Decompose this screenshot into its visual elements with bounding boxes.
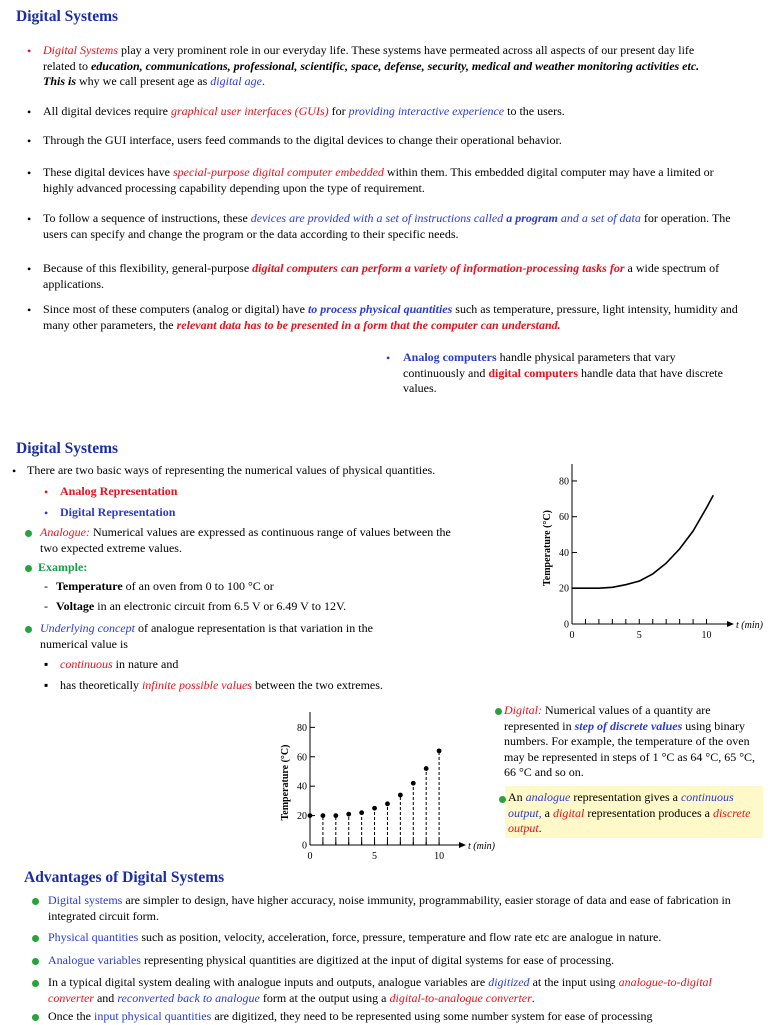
data-point — [308, 813, 313, 818]
digital-definition: Digital: Numerical values of a quantity are represented in step of discrete values using binary numbers. For example, the temperature of the oven may be represented in steps of 1 °C as 64 °C, 65 °C, 66 °C and so on. — [504, 703, 756, 779]
bullet-dot — [495, 708, 502, 715]
y-tick-label: 80 — [297, 722, 307, 734]
bullet: ▪ — [44, 678, 49, 692]
slide1-bullet-5: To follow a sequence of instructions, these devices are provided with a set of instructions called a program and a set of data for operation. The users can specify and change the program or the data according to their specific needs. — [43, 211, 731, 241]
digital-temperature-chart — [270, 704, 502, 864]
data-point — [359, 810, 364, 815]
y-tick-label: 0 — [302, 840, 307, 852]
x-tick-label: 0 — [307, 851, 313, 862]
advantage-3: Analogue variables representing physical quantities are digitized at the input of digital systems for ease of processing. — [48, 953, 615, 967]
bullet: • — [386, 351, 391, 365]
y-tick-label: 20 — [559, 583, 569, 595]
bullet: • — [27, 166, 32, 180]
bullet: ▪ — [44, 657, 49, 671]
bullet-dot — [25, 626, 32, 633]
x-tick-label: 10 — [701, 630, 712, 641]
advantage-4: In a typical digital system dealing with analogue inputs and outputs, analogue variables are digitized at the input using analogue-to-digital converter and reconverted back to analogue form at the output using a digital-to-analogue converter. — [48, 975, 712, 1005]
data-point — [411, 781, 416, 786]
bullet-dot — [32, 958, 39, 965]
concept-infinite: has theoretically infinite possible values between the two extremes. — [60, 678, 383, 692]
y-tick-label: 60 — [297, 752, 307, 764]
bullet-dot — [32, 980, 39, 987]
data-point — [424, 766, 429, 771]
x-tick-label: 5 — [636, 630, 642, 641]
analog-temperature-chart — [536, 452, 768, 652]
bullet: • — [27, 262, 32, 276]
data-point — [346, 812, 351, 817]
slide1-bullet-6: Because of this flexibility, general-purpose digital computers can perform a variety of information-processing tasks for a wide spectrum of applications. — [43, 261, 720, 291]
advantage-1: Digital systems are simpler to design, have higher accuracy, noise immunity, programmability, easier storage of data and ease of fabrication in integrated circuit form. — [48, 893, 731, 923]
bullet-dot — [32, 935, 39, 942]
underlying-concept: Underlying concept of analogue representation is that variation in the numerical value is — [40, 621, 373, 651]
y-tick-label: 80 — [559, 476, 569, 488]
digital-representation-label: Digital Representation — [60, 505, 176, 519]
data-point — [398, 793, 403, 798]
slide3-title: Advantages of Digital Systems — [24, 869, 225, 886]
data-point — [321, 813, 326, 818]
x-tick-label: 10 — [434, 851, 445, 862]
bullet-dot — [499, 796, 506, 803]
y-tick-label: 60 — [559, 512, 569, 524]
data-point — [385, 801, 390, 806]
y-tick-label: 20 — [297, 811, 307, 823]
bullet: • — [44, 485, 49, 499]
x-axis-label: t (min) — [736, 620, 763, 631]
data-point — [333, 813, 338, 818]
y-tick-label: 40 — [559, 547, 569, 559]
slide1-bullet-3: Through the GUI interface, users feed commands to the digital devices to change their operational behavior. — [43, 133, 562, 147]
slide2-intro: There are two basic ways of representing the numerical values of physical quantities. — [27, 463, 436, 477]
bullet: • — [27, 44, 32, 58]
bullet: • — [27, 105, 32, 119]
data-point — [372, 806, 377, 811]
slide1-bullet-8: Analog computers handle physical parameters that vary continuously and digital computers handle data that have discrete values. — [403, 350, 723, 395]
x-axis-label: t (min) — [468, 841, 495, 852]
advantage-2: Physical quantities such as position, velocity, acceleration, force, pressure, temperature and flow rate etc are analogue in nature. — [48, 930, 662, 944]
bullet-dot — [32, 898, 39, 905]
bullet-dot — [25, 530, 32, 537]
bullet: • — [12, 464, 17, 478]
data-point — [437, 748, 442, 753]
slide1-bullet-2: All digital devices require graphical user interfaces (GUIs) for providing interactive experience to the users. — [43, 104, 565, 118]
y-tick-label: 0 — [564, 619, 569, 631]
y-axis-label: Temperature (°C) — [280, 744, 291, 821]
y-axis-label: Temperature (°C) — [542, 510, 553, 586]
analog-representation-label: Analog Representation — [60, 484, 178, 498]
analogue-definition: Analogue: Numerical values are expressed as continuous range of values between the two expected extreme values. — [40, 525, 451, 555]
bullet: • — [27, 303, 32, 317]
x-axis-arrow — [727, 621, 734, 627]
slide1-title: Digital Systems — [16, 8, 119, 25]
slide1-bullet-7: Since most of these computers (analog or digital) have to process physical quantities such as temperature, pressure, light intensity, humidity and many other parameters, the relevant data has to be presented in a form that the computer can understand. — [43, 302, 738, 332]
example-voltage: Voltage in an electronic circuit from 6.5 V or 6.49 V to 12V. — [56, 599, 347, 613]
example-dash: - — [44, 599, 48, 613]
bullet: • — [27, 212, 32, 226]
comparison-text: An analogue representation gives a continuous output, a digital representation produces a discrete output. — [508, 790, 751, 835]
bullet-dot — [32, 1014, 39, 1021]
bullet: • — [27, 134, 32, 148]
example-temperature: Temperature of an oven from 0 to 100 °C or — [56, 579, 274, 593]
advantage-5: Once the input physical quantities are digitized, they need to be represented using some number system for ease of processing — [48, 1009, 653, 1023]
slide2-title: Digital Systems — [16, 440, 119, 457]
series-line — [572, 495, 713, 588]
concept-continuous: continuous in nature and — [60, 657, 179, 671]
slide1-bullet-1: Digital Systems play a very prominent role in our everyday life. These systems have permeated across all aspects of our present day life related to education, communications, professional, scientific, space, defense, security, medical and weather monitoring activities etc. This is why we call present age as digital age. — [43, 43, 700, 88]
y-tick-label: 40 — [297, 781, 307, 793]
example-dash: - — [44, 579, 48, 593]
x-tick-label: 0 — [569, 630, 575, 641]
x-tick-label: 5 — [372, 851, 378, 862]
x-axis-arrow — [459, 842, 466, 848]
bullet-dot — [25, 565, 32, 572]
bullet: • — [44, 506, 49, 520]
example-label: Example: — [38, 560, 88, 574]
slide1-bullet-4: These digital devices have special-purpose digital computer embedded within them. This embedded digital computer may have a limited or highly advanced processing capability depending upon the type of requirement. — [43, 165, 714, 195]
